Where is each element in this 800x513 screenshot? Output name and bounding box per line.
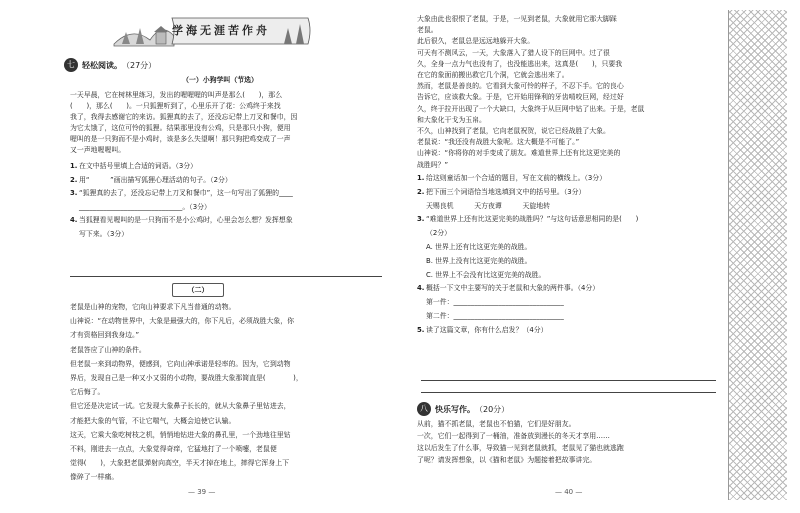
passage-two-questions bbox=[417, 172, 717, 338]
section-seven-header bbox=[64, 58, 156, 72]
text-line: 老鼠答应了山神的条件。 bbox=[70, 345, 146, 354]
text-line: 久，全身一点力气也没有了，也没能逃出来，这真是( )，只要我 bbox=[417, 59, 623, 68]
text-line: 老鼠说：“我还没有战胜大象呢。这大概是不可能了。” bbox=[417, 138, 580, 147]
question-text: 写下来。（3分） bbox=[79, 229, 129, 238]
question-text: （2分） bbox=[426, 229, 452, 238]
section-number-badge: 七 bbox=[64, 58, 78, 72]
text-line: 界后，发现自己是一种又小又弱的小动物，要战胜大象那简直是( )， bbox=[70, 374, 303, 383]
passage-two-continued bbox=[417, 14, 717, 171]
question-text: 天赐良机 天方夜谭 天旋地转 bbox=[426, 201, 551, 210]
decorative-hatched-margin bbox=[728, 10, 787, 500]
question-text: 第二件：________________________________ bbox=[426, 311, 564, 320]
writing-prompt bbox=[417, 418, 717, 466]
left-page bbox=[0, 0, 395, 513]
section-title: 快乐写作。 bbox=[435, 404, 475, 414]
section-number-badge: 八 bbox=[417, 402, 431, 416]
question-text: “狐狸真的去了，还没忘记带上刀叉和餐巾”，这一句写出了狐狸的____ bbox=[79, 189, 293, 197]
text-line: 但它还是决定试一试。它发现大象鼻子长长的，就从大象鼻子里钻进去， bbox=[70, 402, 291, 411]
question-row bbox=[70, 174, 388, 188]
question-number: 2. bbox=[417, 187, 425, 196]
text-line: 一次，它们一起得到了一桶油，准备放到漫长的冬天才享用…… bbox=[417, 432, 610, 440]
text-line: 山神说：“在动物世界中，大象是最强大的，你下凡后，必须战胜大象，你 bbox=[70, 317, 295, 326]
text-line: 才有资格回到我身边。” bbox=[70, 331, 140, 340]
text-line: 这以后发生了什么事，导致猫一见到老鼠就抓，老鼠见了猫也就逃跑 bbox=[417, 444, 624, 452]
question-row bbox=[417, 200, 717, 214]
text-line: 此后很久，老鼠总是远远地躲开大象。 bbox=[417, 37, 535, 46]
question-row bbox=[70, 228, 388, 242]
passage-one bbox=[70, 90, 388, 156]
section-score: （27分） bbox=[122, 60, 157, 70]
passage-two bbox=[70, 300, 388, 485]
question-row bbox=[70, 214, 388, 228]
text-line: 然而，老鼠是善良的。它看到大象可怜的样子，不忍下手。它的良心 bbox=[417, 82, 624, 91]
text-line: 不料，刚进去一点点，大象觉得奇痒，它猛地打了一个喷嚏，老鼠便 bbox=[70, 445, 277, 454]
question-number: 4. bbox=[70, 216, 78, 224]
question-number: 4. bbox=[417, 284, 425, 293]
answer-line bbox=[70, 276, 382, 277]
passage-one-questions bbox=[70, 160, 388, 241]
question-text: A. 世界上还有比这更完美的战胜。 bbox=[426, 242, 532, 251]
text-line: 一天早晨，它在树林里练习，发出的喔喔喔的叫声是那么( )，那么 bbox=[70, 91, 283, 99]
section-title: 轻松阅读。 bbox=[82, 60, 122, 70]
question-text: 把下面三个词语恰当地选填到文中的括号里。（3分） bbox=[426, 187, 586, 196]
text-line: 大象由此也很恨了老鼠，于是，一见到老鼠，大象就用它那大脚踩 bbox=[417, 15, 617, 23]
question-text: B. 世界上没有比这更完美的战胜。 bbox=[426, 256, 532, 265]
page-number-left: — 39 — bbox=[188, 488, 216, 496]
question-row bbox=[417, 186, 717, 200]
text-line: 老鼠。 bbox=[417, 26, 438, 35]
header-banner bbox=[112, 14, 312, 48]
text-line: 从前，猫不抓老鼠，老鼠也不怕猫，它们是好朋友。 bbox=[417, 420, 576, 428]
text-line: 山神说：“你将你的对手变成了朋友。难道世界上还有比这更完美的 bbox=[417, 149, 621, 158]
question-row bbox=[70, 187, 388, 201]
question-number: 3. bbox=[70, 189, 78, 197]
text-line: 才能把大象的气管，不让它喘气，大概会迫使它认输。 bbox=[70, 416, 236, 425]
question-number: 2. bbox=[70, 175, 78, 184]
question-row bbox=[417, 213, 717, 227]
question-row bbox=[417, 282, 717, 296]
text-line: 战胜吗？” bbox=[417, 160, 449, 169]
question-text: 在文中括号里填上合适的词语。（3分） bbox=[79, 162, 198, 170]
question-row bbox=[417, 255, 717, 269]
question-row bbox=[70, 201, 388, 215]
question-row bbox=[417, 269, 717, 283]
question-number: 1. bbox=[70, 162, 78, 170]
text-line: 这天，它乘大象吃树枝之机，悄悄地钻进大象的鼻孔里，一个劲地往里钻 bbox=[70, 430, 291, 439]
text-line: 觉得( )，大象把老鼠弹射向高空，半天才掉在地上，摔得它浑身上下 bbox=[70, 459, 289, 468]
question-row bbox=[417, 324, 717, 338]
text-line: 又一声地喔喔叫。 bbox=[70, 146, 126, 154]
question-row bbox=[417, 241, 717, 255]
text-line: 为它太饿了，这位可怜的狐狸。结果那里没有公鸡，只是那只小狗，便用 bbox=[70, 124, 291, 132]
question-number: 1. bbox=[417, 174, 425, 182]
question-text: ______________________________。（3分） bbox=[79, 202, 211, 211]
question-row bbox=[417, 172, 717, 186]
passage-two-title: （二） bbox=[172, 283, 224, 297]
question-text: “难道世界上还有比这更完美的战胜吗？”与这句话意思相同的是( ) bbox=[426, 215, 639, 224]
banner-title: 学海无涯苦作舟 bbox=[172, 24, 270, 37]
text-line: 久，终于拉开出现了一个大缺口，大象终于从巨网中钻了出来。于是，老鼠 bbox=[417, 104, 645, 113]
answer-line bbox=[421, 392, 716, 393]
question-row bbox=[417, 310, 717, 324]
text-line: 不久，山神找到了老鼠，它向老鼠祝贺，说它已经战胜了大象。 bbox=[417, 127, 610, 136]
question-row bbox=[417, 296, 717, 310]
page-number-right: — 40 — bbox=[555, 488, 583, 496]
text-line: 和大象化干戈为玉帛。 bbox=[417, 115, 486, 124]
text-line: 它后悔了。 bbox=[70, 388, 105, 397]
question-number: 3. bbox=[417, 215, 425, 224]
question-row bbox=[70, 160, 388, 174]
text-line: 像碎了一样痛。 bbox=[70, 473, 119, 482]
text-line: 喔叫的是一只狗而不是小鸡时，该是多么失望啊！那只狗把鸡变成了一声 bbox=[70, 135, 291, 143]
answer-line bbox=[421, 380, 716, 381]
text-line: 老鼠是山神的宠物，它向山神要求下凡当普通的动物。 bbox=[70, 303, 236, 311]
question-text: 第一件：________________________________ bbox=[426, 298, 564, 307]
question-text: 概括一下文中主要写的关于老鼠和大象的两件事。（4分） bbox=[426, 284, 600, 293]
text-line: 告诉它，应该救大象。于是，它开始用锋利的牙齿啃咬巨网，经过好 bbox=[417, 93, 624, 102]
text-line: 在它的象面前搬出救它几个洞，它就会逃出来了。 bbox=[417, 71, 569, 80]
text-line: 但老鼠一来到动物界，便感到，它向山神承诺是轻率的。因为，它到动物 bbox=[70, 359, 291, 368]
question-text: 给这则童话加一个合适的题目，写在文前的横线上。（3分） bbox=[426, 174, 607, 182]
passage-one-title: （一）小狗学叫（节选） bbox=[182, 76, 258, 84]
question-text: C. 世界上不会没有比这更完美的战胜。 bbox=[426, 270, 546, 279]
question-text: 读了这篇文章，你有什么启发？（4分） bbox=[426, 325, 548, 334]
question-row bbox=[417, 227, 717, 241]
text-line: 了呢？请发挥想象，以《猫和老鼠》为题接着把故事讲完。 bbox=[417, 456, 597, 464]
question-text: 当狐狸看见喔叫的是一只狗而不是小公鸡时，心里会怎么想？发挥想象 bbox=[79, 216, 293, 224]
text-line: 我了，我得去感谢它的来访。狐狸真的去了，还没忘记带上刀叉和餐巾，因 bbox=[70, 113, 298, 121]
question-text: 用“ ”画出描写狐狸心理活动的句子。（2分） bbox=[79, 175, 232, 184]
question-number: 5. bbox=[417, 325, 425, 334]
text-line: ( )，那么( )。一只狐狸听到了，心里乐开了花：公鸡终于来找 bbox=[70, 102, 281, 110]
section-score: （20分） bbox=[475, 404, 510, 414]
text-line: 可天有不测风云，一天，大象落入了猎人设下的巨网中。过了很 bbox=[417, 48, 610, 57]
right-page bbox=[405, 0, 718, 513]
section-eight-header bbox=[417, 402, 509, 416]
